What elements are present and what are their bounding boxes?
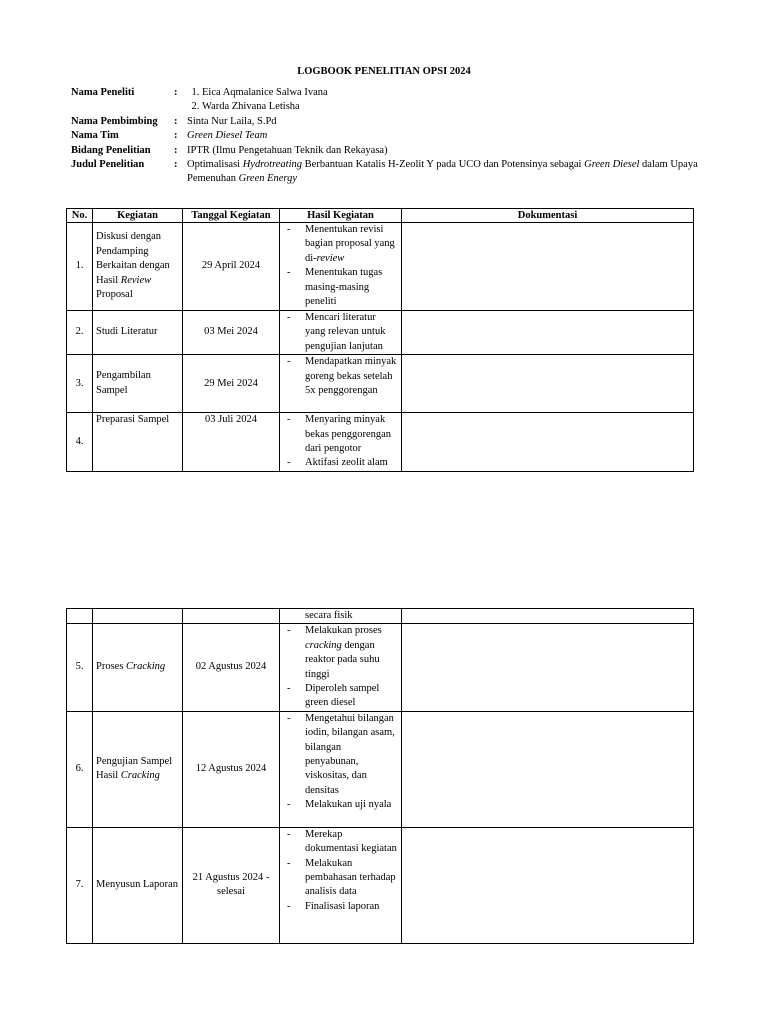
result-item: - Melakukan proses cracking dengan reaktor pada suhu tinggi bbox=[285, 624, 397, 682]
date-cell: 21 Agustus 2024 - selesai bbox=[183, 827, 280, 943]
result-item: - Mendapatkan minyak goreng bekas setelah 5x penggorengan bbox=[285, 355, 397, 398]
researcher-name: 2. Warda Zhivana Letisha bbox=[202, 100, 711, 114]
result-cell bbox=[280, 827, 402, 943]
researcher-label: Nama Peneliti bbox=[71, 87, 135, 98]
result-cell bbox=[280, 311, 402, 355]
date-cell: 12 Agustus 2024 bbox=[183, 711, 280, 827]
colon: : bbox=[174, 130, 178, 142]
header-kegiatan: Kegiatan bbox=[93, 209, 183, 223]
colon: : bbox=[174, 144, 178, 156]
table-row bbox=[67, 624, 694, 711]
header-hasil: Hasil Kegiatan bbox=[280, 209, 402, 223]
row-number: 6. bbox=[67, 711, 93, 827]
table-row-continued bbox=[67, 609, 694, 624]
result-item: - Diperoleh sampel green diesel bbox=[285, 682, 397, 711]
table-row bbox=[67, 413, 694, 472]
colon: : bbox=[174, 115, 178, 127]
activity-cell: Proses Cracking bbox=[93, 624, 183, 711]
date-cell: 03 Juli 2024 bbox=[183, 413, 280, 472]
activity-cell: Pengujian Sampel Hasil Cracking bbox=[93, 711, 183, 827]
result-item: - Menentukan tugas masing-masing peneliti bbox=[285, 266, 397, 309]
documentation-cell bbox=[402, 355, 694, 413]
header-dokumentasi: Dokumentasi bbox=[402, 209, 694, 223]
documentation-cell bbox=[402, 413, 694, 472]
team-name: Green Diesel Team bbox=[187, 130, 268, 142]
result-item: - Menyaring minyak bekas penggorengan dari pengotor bbox=[285, 413, 397, 456]
date-cell: 03 Mei 2024 bbox=[183, 311, 280, 355]
table-row bbox=[67, 223, 694, 311]
documentation-cell bbox=[402, 311, 694, 355]
research-title: Optimalisasi Hydrotreating Berbantuan Katalis H-Zeolit Y pada UCO dan Potensinya sebagai Green Diesel dalam Upaya Pemenuhan Green Energy bbox=[187, 159, 698, 185]
documentation-cell bbox=[402, 223, 694, 311]
documentation-cell bbox=[402, 711, 694, 827]
field-label: Bidang Penelitian bbox=[71, 144, 151, 156]
date-cell: 29 April 2024 bbox=[183, 223, 280, 311]
table-row bbox=[67, 827, 694, 943]
research-field: IPTR (Ilmu Pengetahuan Teknik dan Rekayasa) bbox=[187, 144, 388, 156]
activity-cell: Diskusi dengan Pendamping Berkaitan dengan Hasil Review Proposal bbox=[93, 223, 183, 311]
activity-cell: Studi Literatur bbox=[93, 311, 183, 355]
result-item: - Aktifasi zeolit alam bbox=[285, 456, 397, 470]
result-item: - Menentukan revisi bagian proposal yang di-review bbox=[285, 223, 397, 266]
date-cell: 29 Mei 2024 bbox=[183, 355, 280, 413]
research-info bbox=[71, 86, 711, 187]
activity-cell: Preparasi Sampel bbox=[93, 413, 183, 472]
row-number: 2. bbox=[67, 311, 93, 355]
title-label: Judul Penelitian bbox=[71, 159, 145, 171]
logbook-table-continued bbox=[66, 608, 694, 944]
result-item: - Mencari literatur yang relevan untuk pengujian lanjutan bbox=[285, 311, 397, 354]
colon: : bbox=[174, 87, 178, 98]
result-item-continued: secara fisik bbox=[305, 610, 353, 621]
supervisor-name: Sinta Nur Laila, S.Pd bbox=[187, 115, 277, 127]
header-no: No. bbox=[67, 209, 93, 223]
row-number: 3. bbox=[67, 355, 93, 413]
row-number: 5. bbox=[67, 624, 93, 711]
result-item: - Finalisasi laporan bbox=[285, 900, 397, 914]
researcher-list bbox=[187, 86, 711, 115]
researcher-name: 1. Eica Aqmalanice Salwa Ivana bbox=[202, 86, 711, 100]
result-cell bbox=[280, 624, 402, 711]
table-row bbox=[67, 355, 694, 413]
documentation-cell bbox=[402, 609, 694, 624]
result-cell bbox=[280, 711, 402, 827]
activity-cell: Pengambilan Sampel bbox=[93, 355, 183, 413]
row-number: 4. bbox=[67, 413, 93, 472]
table-cell bbox=[93, 609, 183, 624]
documentation-cell bbox=[402, 827, 694, 943]
result-cell bbox=[280, 413, 402, 472]
table-cell bbox=[183, 609, 280, 624]
row-number: 1. bbox=[67, 223, 93, 311]
row-number: 7. bbox=[67, 827, 93, 943]
result-item: - Melakukan uji nyala bbox=[285, 798, 397, 812]
documentation-cell bbox=[402, 624, 694, 711]
page-title: LOGBOOK PENELITIAN OPSI 2024 bbox=[297, 66, 471, 77]
team-label: Nama Tim bbox=[71, 130, 119, 142]
result-item: - Melakukan pembahasan terhadap analisis data bbox=[285, 857, 397, 900]
date-cell: 02 Agustus 2024 bbox=[183, 624, 280, 711]
table-row bbox=[67, 711, 694, 827]
header-tanggal: Tanggal Kegiatan bbox=[183, 209, 280, 223]
result-cell bbox=[280, 609, 402, 624]
result-cell bbox=[280, 223, 402, 311]
activity-cell: Menyusun Laporan bbox=[93, 827, 183, 943]
result-cell bbox=[280, 355, 402, 413]
result-item: - Mengetahui bilangan iodin, bilangan asam, bilangan penyabunan, viskositas, dan densitas bbox=[285, 712, 397, 798]
table-header-row bbox=[67, 209, 694, 223]
table-row bbox=[67, 311, 694, 355]
colon: : bbox=[174, 159, 178, 171]
table-cell bbox=[67, 609, 93, 624]
result-item: - Merekap dokumentasi kegiatan bbox=[285, 828, 397, 857]
supervisor-label: Nama Pembimbing bbox=[71, 115, 158, 127]
logbook-table bbox=[66, 208, 694, 472]
